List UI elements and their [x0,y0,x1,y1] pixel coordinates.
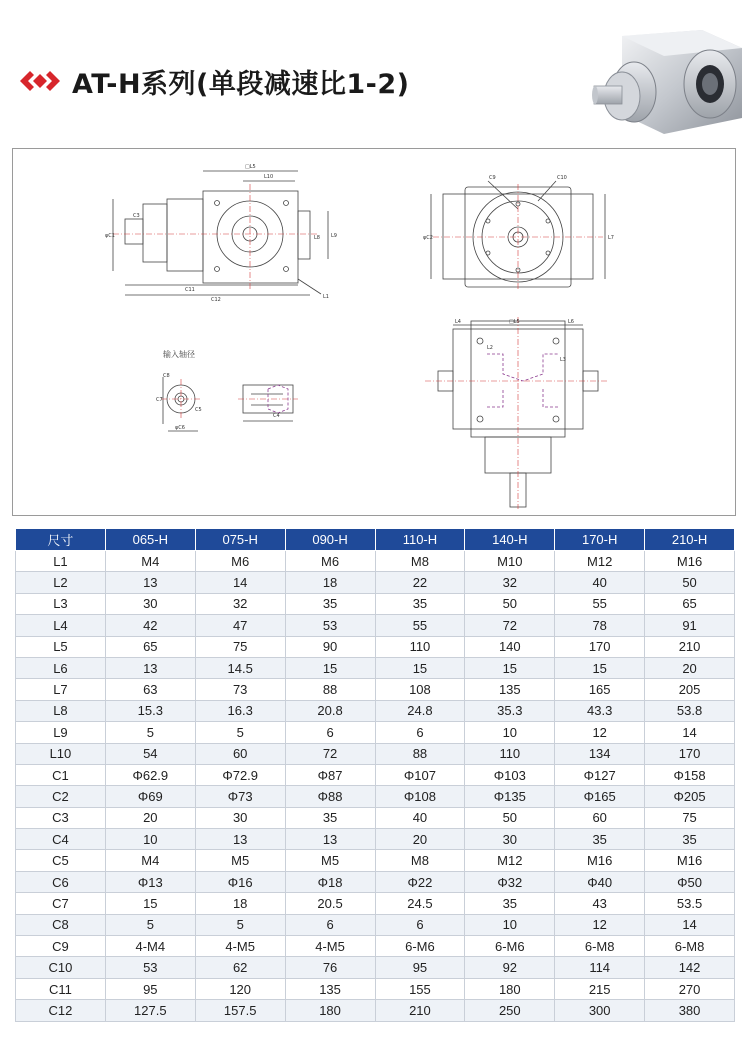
table-cell: Φ69 [105,786,195,807]
table-cell: 155 [375,978,465,999]
table-cell: 170 [645,743,735,764]
table-cell: 205 [645,679,735,700]
column-header: 尺寸 [16,529,106,551]
table-cell: Φ158 [645,764,735,785]
gearbox-product-photo [592,26,750,138]
row-dimension-label: C7 [16,893,106,914]
label-l5: □L5 [245,164,256,170]
row-dimension-label: L4 [16,615,106,636]
table-cell: 35 [645,829,735,850]
table-cell: 15 [555,657,645,678]
table-row [16,657,735,678]
row-dimension-label: L8 [16,700,106,721]
row-dimension-label: L10 [16,743,106,764]
table-cell: 20 [645,657,735,678]
table-cell: 380 [645,1000,735,1021]
table-cell: Φ108 [375,786,465,807]
label-c5: C5 [195,407,202,413]
column-header: 075-H [195,529,285,551]
table-cell: 40 [555,572,645,593]
table-cell: 114 [555,957,645,978]
table-cell: Φ107 [375,764,465,785]
table-cell: 5 [195,914,285,935]
table-cell: 76 [285,957,375,978]
row-dimension-label: L7 [16,679,106,700]
table-cell: 20 [375,829,465,850]
table-cell: 14 [645,914,735,935]
table-cell: M12 [555,551,645,572]
table-cell: 135 [465,679,555,700]
table-cell: 53.8 [645,700,735,721]
table-cell: 30 [105,593,195,614]
table-cell: 50 [645,572,735,593]
table-cell: 73 [195,679,285,700]
table-cell: Φ22 [375,871,465,892]
table-row [16,722,735,743]
table-cell: 47 [195,615,285,636]
table-cell: 142 [645,957,735,978]
column-header: 090-H [285,529,375,551]
table-cell: 110 [465,743,555,764]
table-cell: 35 [375,593,465,614]
table-row [16,893,735,914]
label-c8: C8 [163,373,170,379]
table-cell: 12 [555,722,645,743]
table-cell: Φ40 [555,871,645,892]
table-cell: 43 [555,893,645,914]
table-cell: 4-M5 [285,936,375,957]
table-cell: 10 [105,829,195,850]
table-cell: 6 [285,914,375,935]
label-l6: L6 [568,319,574,325]
table-row [16,871,735,892]
table-cell: 24.5 [375,893,465,914]
table-cell: 90 [285,636,375,657]
table-cell: M5 [195,850,285,871]
column-header: 140-H [465,529,555,551]
table-cell: 6 [375,722,465,743]
table-cell: 91 [645,615,735,636]
label-c11: C11 [185,287,195,293]
table-row [16,850,735,871]
table-cell: 53.5 [645,893,735,914]
table-cell: 5 [105,722,195,743]
table-row [16,978,735,999]
table-cell: M4 [105,551,195,572]
table-row [16,786,735,807]
table-cell: 15 [375,657,465,678]
table-cell: 10 [465,914,555,935]
table-cell: Φ87 [285,764,375,785]
label-l8: L8 [314,235,320,241]
technical-drawing-svg [13,149,737,517]
table-cell: 13 [285,829,375,850]
label-c6: φC6 [175,425,185,431]
table-row [16,593,735,614]
table-cell: 250 [465,1000,555,1021]
table-cell: 4-M5 [195,936,285,957]
table-row [16,615,735,636]
table-cell: 127.5 [105,1000,195,1021]
row-dimension-label: L5 [16,636,106,657]
table-cell: 15 [105,893,195,914]
input-shaft-note: 输入轴径 [163,350,195,359]
table-cell: 53 [105,957,195,978]
label-c3: C3 [133,213,140,219]
table-cell: Φ135 [465,786,555,807]
table-row [16,957,735,978]
row-dimension-label: L3 [16,593,106,614]
table-cell: Φ18 [285,871,375,892]
table-row [16,743,735,764]
table-cell: 63 [105,679,195,700]
table-cell: 180 [285,1000,375,1021]
table-cell: 18 [285,572,375,593]
red-diamond-logo-icon [20,68,60,94]
label-l9: L9 [331,233,337,239]
page-title: AT-H系列(单段减速比1-2) [72,69,410,100]
table-cell: 50 [465,807,555,828]
row-dimension-label: C11 [16,978,106,999]
table-cell: 215 [555,978,645,999]
table-cell: 20.5 [285,893,375,914]
table-cell: 13 [195,829,285,850]
table-cell: Φ88 [285,786,375,807]
table-cell: 108 [375,679,465,700]
table-cell: 6-M8 [645,936,735,957]
row-dimension-label: L9 [16,722,106,743]
table-cell: Φ72.9 [195,764,285,785]
table-cell: 43.3 [555,700,645,721]
label-l4: L4 [455,319,461,325]
table-cell: 5 [105,914,195,935]
row-dimension-label: L6 [16,657,106,678]
table-cell: 6 [375,914,465,935]
column-header: 170-H [555,529,645,551]
table-cell: M16 [555,850,645,871]
table-cell: 35.3 [465,700,555,721]
table-cell: 20.8 [285,700,375,721]
table-cell: Φ50 [645,871,735,892]
table-cell: 13 [105,657,195,678]
table-cell: 15.3 [105,700,195,721]
table-cell: 55 [375,615,465,636]
row-dimension-label: C10 [16,957,106,978]
table-cell: 140 [465,636,555,657]
table-cell: 32 [195,593,285,614]
table-row [16,1000,735,1021]
table-cell: 10 [465,722,555,743]
table-cell: 78 [555,615,645,636]
row-dimension-label: C8 [16,914,106,935]
label-l2: L2 [487,345,493,351]
table-cell: 110 [375,636,465,657]
table-cell: 35 [285,807,375,828]
table-cell: 24.8 [375,700,465,721]
table-cell: Φ13 [105,871,195,892]
row-dimension-label: C12 [16,1000,106,1021]
table-cell: M5 [285,850,375,871]
table-cell: 65 [645,593,735,614]
table-cell: 60 [555,807,645,828]
table-cell: 35 [465,893,555,914]
table-cell: 12 [555,914,645,935]
table-cell: 180 [465,978,555,999]
label-c12: C12 [211,297,221,303]
table-cell: Φ16 [195,871,285,892]
table-cell: 88 [285,679,375,700]
table-cell: 53 [285,615,375,636]
table-cell: 170 [555,636,645,657]
table-cell: M16 [645,850,735,871]
row-dimension-label: L1 [16,551,106,572]
column-header: 110-H [375,529,465,551]
table-cell: 95 [105,978,195,999]
table-cell: Φ73 [195,786,285,807]
table-cell: 16.3 [195,700,285,721]
table-cell: 75 [645,807,735,828]
table-cell: 35 [555,829,645,850]
label-c7: C7 [156,397,163,403]
table-cell: 6-M6 [465,936,555,957]
table-cell: 134 [555,743,645,764]
table-cell: M16 [645,551,735,572]
table-cell: M6 [285,551,375,572]
column-header: 065-H [105,529,195,551]
table-cell: 75 [195,636,285,657]
table-cell: 14.5 [195,657,285,678]
table-cell: Φ127 [555,764,645,785]
row-dimension-label: C1 [16,764,106,785]
table-cell: 157.5 [195,1000,285,1021]
table-row [16,700,735,721]
table-cell: 120 [195,978,285,999]
table-cell: 20 [105,807,195,828]
table-cell: 72 [285,743,375,764]
table-cell: 22 [375,572,465,593]
table-cell: 42 [105,615,195,636]
table-row [16,679,735,700]
label-l5-top: □L5 [509,319,520,325]
table-cell: 135 [285,978,375,999]
table-cell: M10 [465,551,555,572]
table-cell: 30 [195,807,285,828]
label-l10: L10 [264,174,274,180]
label-l1: L1 [323,294,329,300]
table-cell: 210 [645,636,735,657]
label-c2: φC2 [423,235,433,241]
table-row [16,914,735,935]
table-cell: M8 [375,850,465,871]
table-cell: M8 [375,551,465,572]
spec-table [15,528,735,1022]
dimension-drawing [12,148,736,516]
row-dimension-label: C9 [16,936,106,957]
table-cell: 72 [465,615,555,636]
table-cell: 14 [195,572,285,593]
table-body [16,551,735,1022]
table-cell: 6-M8 [555,936,645,957]
row-dimension-label: C6 [16,871,106,892]
table-cell: 30 [465,829,555,850]
label-c4: C4 [273,413,280,419]
table-cell: 210 [375,1000,465,1021]
table-cell: 4-M4 [105,936,195,957]
table-cell: 5 [195,722,285,743]
row-dimension-label: C2 [16,786,106,807]
label-l3: L3 [560,357,566,363]
table-cell: 88 [375,743,465,764]
table-cell: 65 [105,636,195,657]
table-cell: 92 [465,957,555,978]
label-l7: L7 [608,235,614,241]
table-cell: M6 [195,551,285,572]
table-cell: 14 [645,722,735,743]
table-cell: 95 [375,957,465,978]
table-header-row [16,529,735,551]
table-cell: 62 [195,957,285,978]
row-dimension-label: C4 [16,829,106,850]
table-cell: 55 [555,593,645,614]
table-cell: Φ205 [645,786,735,807]
table-cell: 6 [285,722,375,743]
table-cell: 300 [555,1000,645,1021]
table-cell: 15 [465,657,555,678]
table-cell: 270 [645,978,735,999]
table-cell: Φ165 [555,786,645,807]
table-row [16,551,735,572]
table-cell: 60 [195,743,285,764]
table-row [16,807,735,828]
table-cell: M4 [105,850,195,871]
table-cell: 165 [555,679,645,700]
row-dimension-label: L2 [16,572,106,593]
table-cell: 50 [465,593,555,614]
label-c9: C9 [489,175,496,181]
row-dimension-label: C5 [16,850,106,871]
table-row [16,572,735,593]
table-cell: 15 [285,657,375,678]
column-header: 210-H [645,529,735,551]
table-cell: 13 [105,572,195,593]
table-cell: 6-M6 [375,936,465,957]
table-cell: 18 [195,893,285,914]
table-cell: Φ62.9 [105,764,195,785]
label-c10: C10 [557,175,567,181]
table-row [16,829,735,850]
page-header [0,0,750,140]
table-cell: Φ103 [465,764,555,785]
table-row [16,764,735,785]
table-cell: M12 [465,850,555,871]
table-row [16,636,735,657]
table-cell: Φ32 [465,871,555,892]
table-cell: 54 [105,743,195,764]
label-c1: φC1 [105,233,115,239]
table-row [16,936,735,957]
row-dimension-label: C3 [16,807,106,828]
table-cell: 35 [285,593,375,614]
table-cell: 32 [465,572,555,593]
table-cell: 40 [375,807,465,828]
